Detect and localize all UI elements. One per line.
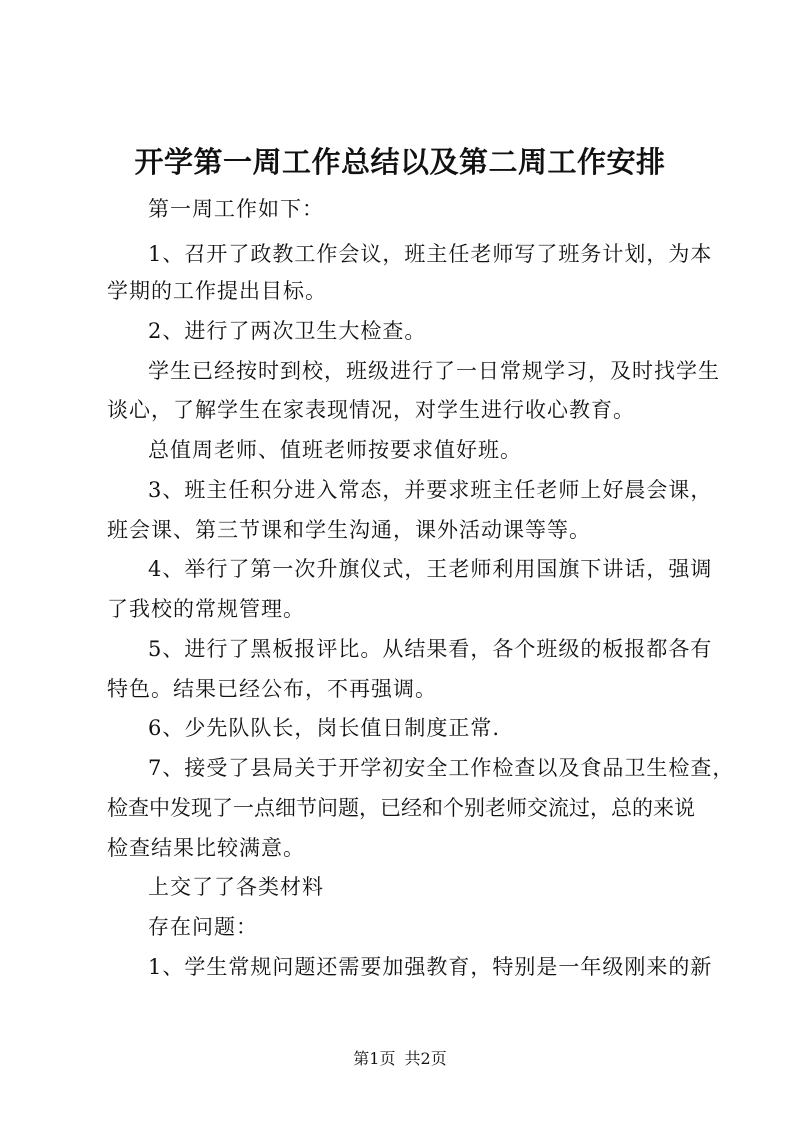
paragraph-line: 检查结果比较满意。 [107, 836, 305, 860]
paragraph-line: 学生已经按时到校，班级进行了一日常规学习，及时找学生 [148, 359, 720, 383]
paragraph-line: 2、进行了两次卫生大检查。 [148, 319, 427, 343]
paragraph-line: 6、少先队队长，岗长值日制度正常. [148, 716, 501, 740]
paragraph-line: 1、学生常规问题还需要加强教育，特别是一年级刚来的新 [148, 955, 713, 979]
paragraph-line: 1、召开了政教工作会议，班主任老师写了班务计划，为本 [148, 242, 713, 266]
document-title: 开学第一周工作总结以及第二周工作安排 [134, 145, 666, 179]
paragraph-line: 上交了了各类材料 [148, 875, 324, 899]
paragraph-line: 总值周老师、值班老师按要求值好班。 [148, 438, 522, 462]
paragraph-line: 谈心，了解学生在家表现情况，对学生进行收心教育。 [107, 398, 635, 422]
paragraph-line: 3、班主任积分进入常态，并要求班主任老师上好晨会课， [148, 478, 713, 502]
paragraph-line: 特色。结果已经公布，不再强调。 [107, 677, 437, 701]
paragraph-line: 检查中发现了一点细节问题，已经和个别老师交流过，总的来说 [107, 796, 695, 820]
page-total: 共2页 [404, 1049, 447, 1068]
paragraph-line: 第一周工作如下： [148, 197, 324, 221]
page-number: 第1页 [353, 1049, 396, 1068]
paragraph-line: 7、接受了县局关于开学初安全工作检查以及食品卫生检查， [148, 756, 735, 780]
paragraph-line: 学期的工作提出目标。 [107, 279, 327, 303]
paragraph-line: 了我校的常规管理。 [107, 597, 305, 621]
paragraph-line: 5、进行了黑板报评比。从结果看，各个班级的板报都各有 [148, 637, 713, 661]
paragraph-line: 班会课、第三节课和学生沟通，课外活动课等等。 [107, 518, 591, 542]
paragraph-line: 4、举行了第一次升旗仪式，王老师利用国旗下讲话，强调 [148, 557, 713, 581]
page-footer [0, 1046, 800, 1069]
paragraph-line: 存在问题： [148, 915, 258, 939]
